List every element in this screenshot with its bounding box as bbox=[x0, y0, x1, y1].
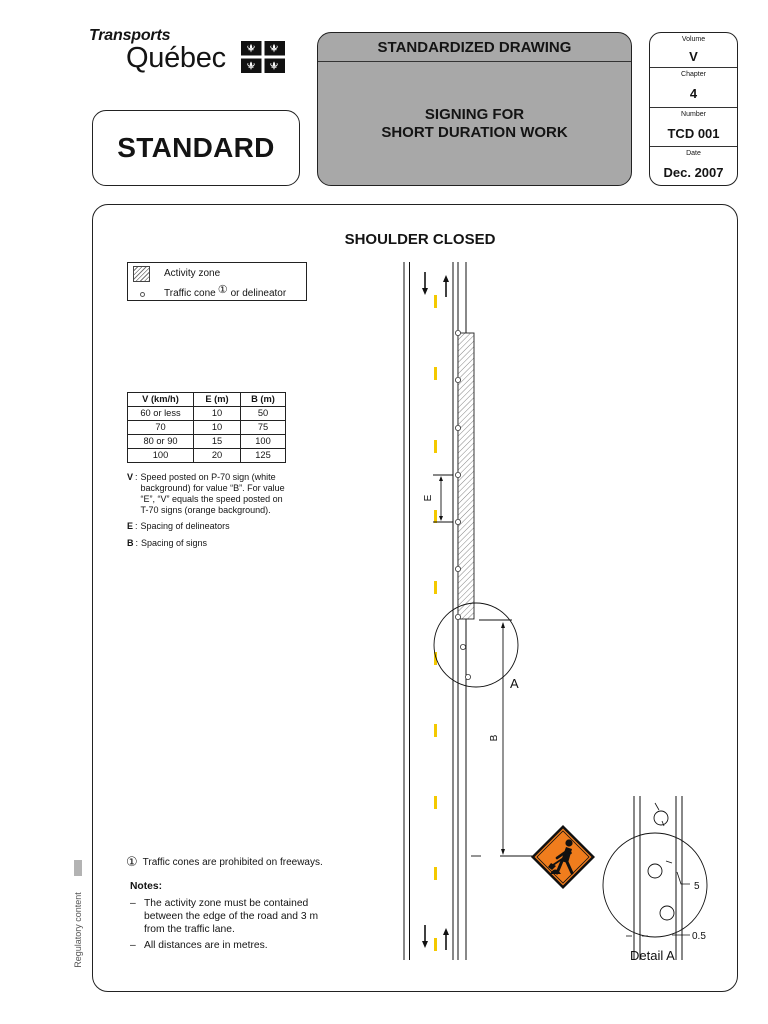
table-cell: 75 bbox=[241, 421, 286, 435]
table-header: B (m) bbox=[241, 393, 286, 407]
standard-label: STANDARD bbox=[92, 110, 300, 186]
note-bullet: – bbox=[130, 940, 136, 951]
table-cell: 20 bbox=[194, 449, 241, 463]
definition-separator: : bbox=[135, 538, 139, 548]
definition-key: E bbox=[127, 521, 134, 531]
definition-line: “E”, “V” equals the speed posted on bbox=[140, 494, 283, 504]
table-row bbox=[128, 407, 286, 421]
notes-title: Notes: bbox=[130, 881, 163, 892]
table-cell: 100 bbox=[128, 449, 194, 463]
definition-key: B bbox=[127, 538, 134, 548]
definition-text bbox=[141, 538, 207, 549]
definition-line: background) for value “B”. For value bbox=[140, 483, 285, 493]
definition-line: T-70 signs (orange background). bbox=[140, 505, 271, 515]
drawing-metadata-panel bbox=[649, 32, 738, 186]
side-label: Regulatory content bbox=[73, 892, 83, 968]
meta-value: Dec. 2007 bbox=[663, 164, 724, 180]
note-reference-marker: ① bbox=[217, 283, 228, 296]
definition-text bbox=[141, 521, 230, 532]
definition-separator: : bbox=[135, 521, 138, 531]
definition-line: Spacing of signs bbox=[141, 538, 208, 548]
detail-gap-label: 0.5 bbox=[692, 931, 706, 942]
definitions bbox=[127, 472, 317, 549]
note-text bbox=[144, 897, 318, 936]
meta-number bbox=[650, 107, 737, 146]
table-header: E (m) bbox=[194, 393, 241, 407]
spacing-table bbox=[127, 392, 286, 463]
footnote bbox=[126, 856, 323, 870]
logo-transports-text: Transports bbox=[89, 27, 171, 44]
definition-key: V bbox=[127, 472, 134, 482]
meta-label: Date bbox=[686, 150, 701, 157]
note-line: from the traffic lane. bbox=[144, 924, 235, 935]
table-cell: 10 bbox=[194, 421, 241, 435]
definition-e bbox=[127, 521, 317, 532]
table-cell: 125 bbox=[241, 449, 286, 463]
definition-line: Speed posted on P-70 sign (white bbox=[140, 472, 276, 482]
detail-a-callout-label: A bbox=[510, 676, 519, 691]
drawing-type-header: STANDARDIZED DRAWING bbox=[318, 33, 631, 62]
meta-value: V bbox=[689, 48, 698, 64]
meta-volume bbox=[650, 33, 737, 67]
note-item bbox=[130, 897, 318, 936]
legend-activity-zone: Activity zone bbox=[164, 268, 221, 279]
meta-chapter bbox=[650, 67, 737, 107]
meta-value: TCD 001 bbox=[667, 125, 720, 141]
footnote-marker: ① bbox=[126, 855, 138, 870]
dimension-b-label: B bbox=[489, 734, 500, 742]
table-header-row bbox=[128, 393, 286, 407]
traffic-cone-swatch-icon bbox=[140, 292, 145, 297]
legend-delineator-label: or delineator bbox=[230, 288, 287, 299]
definition-v bbox=[127, 472, 317, 516]
table-cell: 80 or 90 bbox=[128, 435, 194, 449]
drawing-title-panel bbox=[317, 32, 632, 186]
table-cell: 15 bbox=[194, 435, 241, 449]
table-row bbox=[128, 449, 286, 463]
drawing-subject bbox=[318, 106, 631, 142]
table-row bbox=[128, 421, 286, 435]
meta-label: Chapter bbox=[681, 71, 706, 78]
table-cell: 10 bbox=[194, 407, 241, 421]
table-cell: 60 or less bbox=[128, 407, 194, 421]
note-item bbox=[130, 939, 268, 952]
detail-offset-label: 5 bbox=[694, 881, 700, 892]
dimension-e-label: E bbox=[423, 494, 434, 502]
note-text bbox=[144, 939, 268, 952]
meta-label: Number bbox=[681, 111, 706, 118]
subject-line: SIGNING FOR bbox=[424, 106, 525, 123]
logo-quebec-text: Québec bbox=[126, 42, 226, 74]
subject-line: SHORT DURATION WORK bbox=[381, 124, 568, 141]
note-line: All distances are in metres. bbox=[144, 940, 268, 951]
drawing-frame bbox=[92, 204, 738, 992]
definition-separator: : bbox=[135, 472, 138, 482]
side-marker bbox=[74, 860, 82, 876]
activity-zone-swatch bbox=[133, 266, 150, 282]
definition-text bbox=[141, 472, 285, 516]
flag-cross-horizontal bbox=[241, 56, 285, 59]
legend-cone-label: Traffic cone bbox=[164, 288, 216, 299]
meta-label: Volume bbox=[681, 36, 706, 43]
note-bullet: – bbox=[130, 898, 136, 909]
meta-value: 4 bbox=[689, 86, 698, 101]
table-cell: 50 bbox=[241, 407, 286, 421]
table-cell: 70 bbox=[128, 421, 194, 435]
definition-b bbox=[127, 538, 317, 549]
table-row bbox=[128, 435, 286, 449]
table-cell: 100 bbox=[241, 435, 286, 449]
definition-line: Spacing of delineators bbox=[140, 521, 230, 531]
note-line: between the edge of the road and 3 m bbox=[144, 911, 319, 922]
quebec-flag-icon bbox=[241, 41, 285, 73]
drawing-title: SHOULDER CLOSED bbox=[344, 231, 496, 248]
note-line: The activity zone must be contained bbox=[144, 898, 309, 909]
detail-a-title: Detail A bbox=[630, 948, 675, 963]
footnote-text: Traffic cones are prohibited on freeways. bbox=[142, 857, 323, 868]
table-header: V (km/h) bbox=[128, 393, 194, 407]
legend-traffic-cone bbox=[164, 283, 287, 300]
meta-date bbox=[650, 146, 737, 185]
